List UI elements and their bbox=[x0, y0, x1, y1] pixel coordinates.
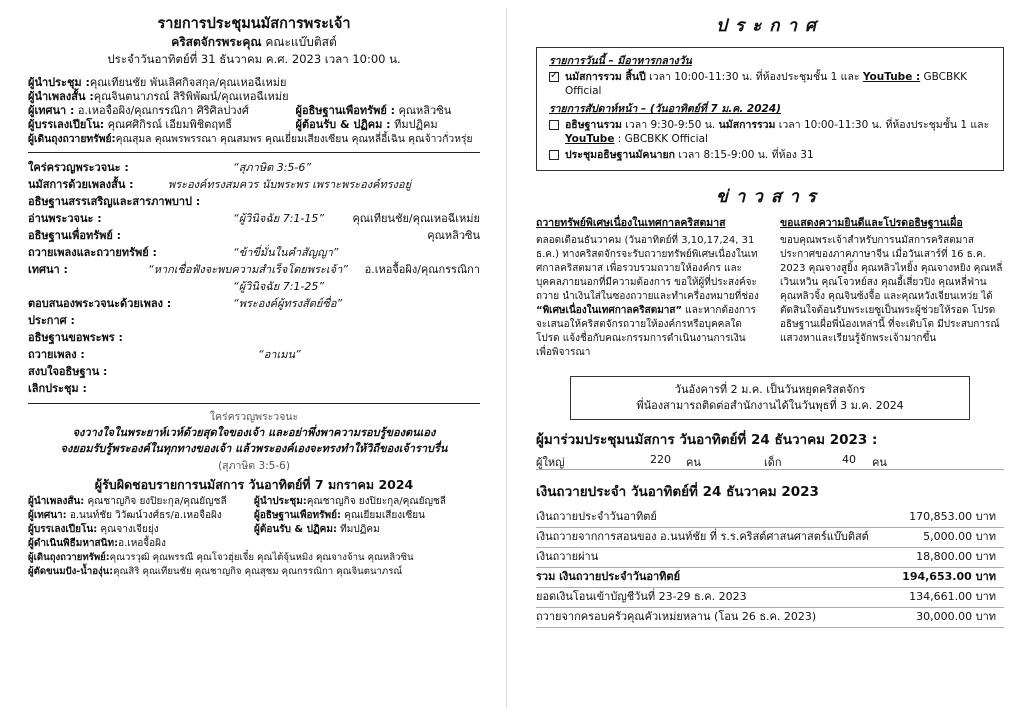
divider bbox=[28, 152, 480, 153]
next-week-heading: รายการสัปดาห์หน้า – (วันอาทิตย์ที่ 7 ม.ค. 2024) bbox=[549, 103, 781, 115]
next-week-item: ประชุมอธิษฐานมัคนายก เวลา 8:15-9:00 น. ที่ห้อง 31 bbox=[549, 148, 993, 162]
next-week-item: อธิษฐานรวม เวลา 9:30-9:50 น. นมัสการรวม เวลา 10:00-11:30 น. ที่ห้องประชุมชั้น 1 และ YouTube : GBCBKK Official bbox=[549, 118, 993, 146]
announcements-box bbox=[536, 47, 1004, 171]
order-item: สงบใจอธิษฐาน : bbox=[28, 365, 108, 378]
order-of-service bbox=[28, 159, 480, 397]
left-page bbox=[0, 0, 500, 725]
role-row: ผู้บรรเลงเปียโน: คุณศศิกิรณ์ เอี่ยมพิชิตฤทธิ์ ผู้ต้อนรับ & ปฏิคม : ทีมปฏิคม bbox=[28, 118, 438, 131]
news-item-christmas-offering: ถวายทรัพย์พิเศษเนื่องในเทศกาลคริสตมาส ตลอดเดือนธันวาคม (วันอาทิตย์ที่ 3,10,17,24, 31 ธ.ค.) ทางคริสตจักรจะรับถวายทรัพย์พิเศษเนื่องในเทศกาลคริสตมาส เพื่อรวบรวมถวายให้องค์กร และบุคคลภายนอกที่มีความต้องการ ขอให้ผู้ที่ประสงค์จะถวาย นำเงินใส่ในซองถวายและทำเครื่องหมายที่ช่อง “พิเศษเนื่องในเทศกาลคริสตมาส” และหากต้องการจะเสนอให้คริสตจักรถวายให้องค์กรหรือบุคคลใด โปรด แจ้งชื่อกับคณะกรรมการดำเนินงานการเงิน เพื่อพิจารณา bbox=[536, 217, 759, 358]
page-divider bbox=[506, 8, 507, 708]
verse-line: จงวางใจในพระยาห์เวห์ด้วยสุดใจของเจ้า และอย่าพึ่งพาความรอบรู้ของตนเอง bbox=[72, 426, 436, 439]
next-week-title: ผู้รับผิดชอบรายการนมัสการ วันอาทิตย์ที่ 7 มกราคม 2024 bbox=[94, 477, 414, 492]
announcements-title: ประกาศ bbox=[716, 16, 824, 36]
checkbox-icon bbox=[549, 150, 559, 160]
verse-heading: ใคร่ครวญพระวจนะ bbox=[209, 411, 299, 423]
attendance-title: ผู้มาร่วมประชุมนมัสการ วันอาทิตย์ที่ 24 ธันวาคม 2023 : bbox=[536, 432, 878, 448]
order-item: “ผู้วินิจฉัย 7:1-25” bbox=[233, 280, 325, 293]
role-row: ผู้นำประชุม : คุณเทียนชัย พันเลิศกิจสกุล/คุณเหอฉีเหม่ย bbox=[28, 76, 287, 89]
finance-row: ถวายจากครอบครัวคุณคัวเหม่ยหลาน (โอน 26 ธ.ค. 2023) 30,000.00 บาท bbox=[536, 608, 1004, 628]
finance-row: เงินถวายผ่าน 18,800.00 บาท bbox=[536, 548, 1004, 568]
news-title: ข่าวสาร bbox=[716, 187, 824, 207]
order-item: ประกาศ : bbox=[28, 314, 75, 327]
role-row: ผู้นำเพลงสั้น : คุณจินตนาภรณ์ สิริพิพัฒน์/คุณเหอฉีเหม่ย bbox=[28, 90, 289, 103]
next-week-roles bbox=[28, 495, 480, 579]
order-item: อธิษฐานสรรเสริญและสารภาพบาป : bbox=[28, 195, 201, 208]
order-item: อธิษฐานเพื่อทรัพย์ : คุณหลิวซิน bbox=[28, 229, 480, 242]
finance-total-row: รวม เงินถวายประจำวันอาทิตย์ 194,653.00 บาท bbox=[536, 568, 1004, 588]
role-row: ผู้เทศนา : อ.เหอจื้อผิง/คุณกรรณิกา ศิริศิลปวงศ์ ผู้อธิษฐานเพื่อทรัพย์ : คุณหลิวซิน bbox=[28, 104, 452, 117]
role-row: ผู้บรรเลงเปียโน: คุณจางเจียยุ่ง ผู้ต้อนรับ & ปฏิคม: ทีมปฏิคม bbox=[28, 524, 380, 535]
program-title: รายการประชุมนมัสการพระเจ้า bbox=[157, 16, 351, 32]
finance-row: เงินถวายจากการสอนของ อ.นนท์ชัย ที่ ร.ร.คริสต์ศาสนศาสตร์แบ๊บติสต์ 5,000.00 บาท bbox=[536, 528, 1004, 548]
finance-row: เงินถวายประจำวันอาทิตย์ 170,853.00 บาท bbox=[536, 508, 1004, 528]
roles-list bbox=[28, 76, 480, 146]
order-item: เทศนา : “หากเชื่อฟังจะพบความสำเร็จโดยพระเจ้า” อ.เหอจื้อผิง/คุณกรรณิกา bbox=[28, 263, 480, 276]
order-item: ใคร่ครวญพระวจนะ : “สุภาษิต 3:5-6” bbox=[28, 161, 312, 174]
order-item: ตอบสนองพระวจนะด้วยเพลง : “พระองค์ผู้ทรงสัตย์ซื่อ” bbox=[28, 297, 343, 310]
service-date: ประจำวันอาทิตย์ที่ 31 ธันวาคม ค.ศ. 2023 เวลา 10:00 น. bbox=[107, 52, 401, 66]
order-item: เลิกประชุม : bbox=[28, 382, 87, 395]
checked-box-icon bbox=[549, 72, 559, 82]
order-item: นมัสการด้วยเพลงสั้น : พระองค์ทรงสมควร นับพระพร เพราะพระองค์ทรงอยู่ bbox=[28, 178, 412, 191]
order-item: ถวายเพลงและถวายทรัพย์ : “ข้าขี่มั่นในคำสัญญา” bbox=[28, 246, 339, 259]
order-item: อ่านพระวจนะ : “ผู้วินิจฉัย 7:1-15” คุณเทียนชัย/คุณเหอฉีเหม่ย bbox=[28, 212, 480, 225]
verse-reference: (สุภาษิต 3:5-6) bbox=[218, 460, 290, 472]
verse-line: จงยอมรับรู้พระองค์ในทุกทางของเจ้า แล้วพระองค์เองจะทรงทำให้วิถีของเจ้าราบรื่น bbox=[60, 442, 448, 455]
news-item-congratulations: ขอแสดงความยินดีและโปรดอธิษฐานเผื่อ ขอบคุณพระเจ้าสำหรับการนมัสการคริสตมาส ประกาศของภาคภาษาจีน เมื่อวันเสาร์ที่ 16 ธ.ค. 2023 คุณจางสูยิ้ง คุณหลิวไหยิ้ง คุณจางหยิง คุณหลี่เวินเหวิน คุณโจวหย์สง คุณอี้เสี่ยวปิง คุณหลี่ฟ่าน คุณหลิวจิ้ง คุณจินซ้งจื้อ และคุณหวังเจียนเหว่ย ได้ตัดสินใจต้อนรับพระเยซูเป็นพระผู้ช่วยให้รอด โปรดอธิษฐานเผื่อพี่น้องเหล่านี้ ที่จะเติบโต มีประสบการณ์ แสวงหาและเรียนรู้จักพระเจ้ามากขึ้น bbox=[780, 217, 1003, 344]
today-heading: รายการวันนี้ – มีอาหารกลางวัน bbox=[549, 55, 692, 67]
order-item: อธิษฐานขอพระพร : bbox=[28, 331, 123, 344]
role-row: ผู้ตัดขนมปัง-น้ำองุ่น: คุณสิริ คุณเทียนชัย คุณชาญกิจ คุณสุชม คุณกรรณิกา คุณจินตนาภรณ์ bbox=[28, 566, 403, 577]
divider bbox=[28, 403, 480, 404]
holiday-notice: วันอังคารที่ 2 ม.ค. เป็นวันหยุดคริสตจักร พี่น้องสามารถติดต่อสำนักงานได้ในวันพุธที่ 3 ม.ค. 2024 bbox=[570, 376, 970, 420]
finance-title: เงินถวายประจำ วันอาทิตย์ที่ 24 ธันวาคม 2023 bbox=[536, 484, 819, 500]
role-row: ผู้เดินถุงถวายทรัพย์: คุณสุมล คุณพรพรรณา คุณสมพร คุณเยี่ยมเสียงเซียน คุณหลี่อี้เฉิน คุณจ้าวกั่วหรุ่ย bbox=[28, 133, 473, 145]
finance-table bbox=[536, 508, 1004, 628]
right-page bbox=[512, 0, 1024, 725]
checkbox-icon bbox=[549, 120, 559, 130]
church-name: คริสตจักรพระคุณ คณะแบ๊บติสต์ bbox=[171, 35, 337, 49]
order-item: ถวายเพลง : “อาเมน” bbox=[28, 348, 301, 361]
role-row: ผู้เดินถุงถวายทรัพย์: คุณวรวุฒิ คุณพรรณี คุณโจวฮุ่ยเจี๋ย คุณไต้จุ้นหมิง คุณจางจ้าน คุณหลิวซิน bbox=[28, 552, 414, 563]
role-row: ผู้นำเพลงสั้น: คุณชาญกิจ ยงปิยะกุล/คุณยัญชลี ผู้นำประชุม:คุณชาญกิจ ยงปิยะกุล/คุณยัญชลี bbox=[28, 496, 446, 507]
role-row: ผู้ดำเนินพิธีมหาสนิท: อ.เหอจื้อผิง bbox=[28, 538, 166, 549]
attendance-row: ผู้ใหญ่ 220 คน เด็ก 40 คน bbox=[536, 450, 1004, 470]
finance-row: ยอดเงินโอนเข้าบัญชีวันที่ 23-29 ธ.ค. 2023 134,661.00 บาท bbox=[536, 588, 1004, 608]
role-row: ผู้เทศนา: อ.นนท์ชัย วิวัฒน์วงศ์ธร/อ.เหอจื้อผิง ผู้อธิษฐานเพื่อทรัพย์: คุณเยี่ยมเสียงเซียน bbox=[28, 510, 426, 521]
news-columns bbox=[536, 216, 1004, 360]
today-item: ✓ นมัสการรวม สิ้นปี เวลา 10:00-11:30 น. ที่ห้องประชุมชั้น 1 และ YouTube : GBCBKK Official bbox=[549, 70, 993, 98]
